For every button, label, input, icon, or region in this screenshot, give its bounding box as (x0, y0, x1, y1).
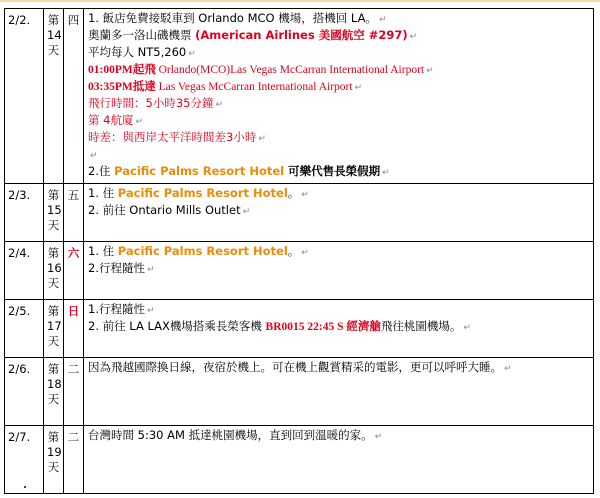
activity-cell (84, 184, 594, 242)
activity-line: 2. 前往 Ontario Mills Outlet ↵ (88, 203, 251, 217)
weekday-cell (64, 184, 84, 242)
paragraph-mark-icon: ↵ (301, 190, 309, 200)
weekday-cell (64, 300, 84, 358)
paragraph-mark-icon: ↵ (354, 83, 363, 93)
activity-line: 03:35PM抵達 Las Vegas McCarran International Airport ↵ (88, 81, 363, 93)
date-cell: 2/3. (5, 184, 44, 242)
paragraph-mark-icon: ↵ (409, 32, 418, 42)
paragraph-mark-icon: ↵ (215, 100, 223, 110)
activity-line: 飛行時間：5小時35分鐘 ↵ (88, 96, 223, 110)
weekday-label: 二 (67, 362, 80, 376)
activity-line: 奧蘭多一洛山磯機票 (American Airlines 美國航空 #297) ↵ (88, 28, 418, 42)
paragraph-mark-icon: ↵ (258, 134, 266, 144)
activity-line: 1. 飯店免費接駁車到 Orlando MCO 機場，搭機回 LA。 ↵ (88, 11, 387, 25)
paragraph-mark-icon: ↵ (242, 207, 251, 217)
activity-cell (84, 300, 594, 358)
weekday-label: 六 (67, 246, 80, 260)
date-cell: 2/4. (5, 242, 44, 300)
paragraph-mark-icon: ↵ (378, 15, 387, 25)
weekday-cell (64, 358, 84, 426)
paragraph-mark-icon: ↵ (382, 168, 390, 178)
activity-line: 台灣時間 5:30 AM 抵達桃園機場，直到回到溫暖的家。 ↵ (88, 428, 383, 442)
weekday-label: 日 (67, 304, 80, 318)
paragraph-mark-icon: ↵ (463, 323, 471, 333)
date-cell: 2/2. (5, 9, 44, 184)
activity-line: 1.行程隨性 ↵ (88, 302, 155, 316)
paragraph-mark-icon: ↵ (426, 66, 434, 76)
activity-cell (84, 242, 594, 300)
day-number-cell: 第 19 天 (44, 426, 64, 494)
itinerary-row (5, 426, 594, 494)
paragraph-mark-icon: ↵ (374, 432, 383, 442)
weekday-cell (64, 242, 84, 300)
activity-line: 時差：與西岸太平洋時間差3小時 ↵ (88, 130, 266, 144)
day-number-cell: 第 15 天 (44, 184, 64, 242)
activity-cell (84, 358, 594, 426)
weekday-label: 二 (67, 430, 80, 444)
paragraph-mark-icon: ↵ (90, 151, 98, 161)
day-number-cell: 第 14 天 (44, 9, 64, 184)
itinerary-row (5, 300, 594, 358)
activity-cell (84, 9, 594, 184)
itinerary-row (5, 358, 594, 426)
activity-line: 01:00PM起飛 Orlando(MCO)Las Vegas McCarran International Airport ↵ (88, 64, 434, 76)
activity-line: 2.住 Pacific Palms Resort Hotel 可樂代售長榮假期 ↵ (88, 164, 390, 178)
activity-line: 第 4航廈 ↵ (88, 113, 144, 127)
top-border (0, 0, 600, 2)
date-cell: 2/5. (5, 300, 44, 358)
text-cursor (24, 486, 26, 488)
weekday-label: 四 (67, 13, 80, 27)
paragraph-mark-icon: ↵ (146, 306, 155, 316)
date-cell: 2/7. (5, 426, 44, 494)
day-number-cell: 第 18 天 (44, 358, 64, 426)
activity-line: 1. 住 Pacific Palms Resort Hotel。 ↵ (88, 244, 309, 258)
activity-line: 2.行程隨性 ↵ (88, 261, 155, 275)
weekday-label: 五 (67, 188, 80, 202)
activity-cell (84, 426, 594, 494)
paragraph-mark-icon: ↵ (135, 117, 144, 127)
activity-line (88, 147, 589, 164)
activity-line: 因為飛越國際換日線，夜宿於機上。可在機上觀賞精采的電影，更可以呼呼大睡。 ↵ (88, 360, 512, 374)
paragraph-mark-icon: ↵ (188, 49, 196, 59)
paragraph-mark-icon: ↵ (301, 248, 309, 258)
weekday-cell (64, 426, 84, 494)
weekday-cell (64, 9, 84, 184)
day-number-cell: 第 17 天 (44, 300, 64, 358)
itinerary-row (5, 184, 594, 242)
day-number-cell: 第 16 天 (44, 242, 64, 300)
paragraph-mark-icon: ↵ (146, 265, 155, 275)
paragraph-mark-icon: ↵ (504, 364, 512, 374)
itinerary-row (5, 9, 594, 184)
date-cell: 2/6. (5, 358, 44, 426)
itinerary-row (5, 242, 594, 300)
itinerary-table (4, 8, 594, 494)
activity-line: 1. 住 Pacific Palms Resort Hotel。 ↵ (88, 186, 309, 200)
activity-line: 2. 前往 LA LAX機場搭乘長榮客機 BR0015 22:45 S 經濟艙飛往桃園機場。 ↵ (88, 319, 471, 333)
activity-line: 平均每人 NT5,260 ↵ (88, 45, 196, 59)
